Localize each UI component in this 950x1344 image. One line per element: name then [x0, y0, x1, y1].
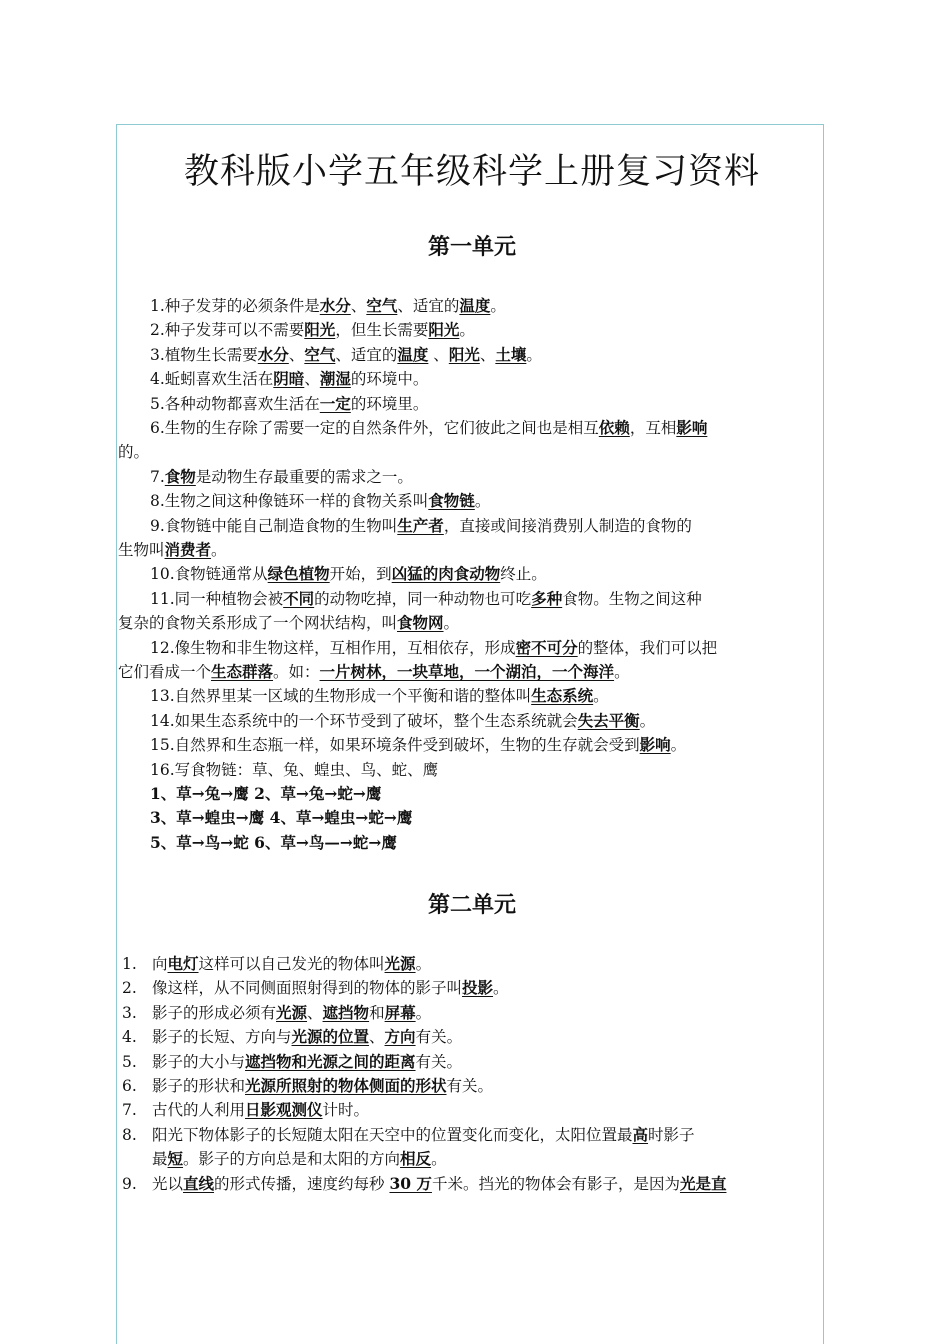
key-term: 30 万	[389, 1173, 432, 1193]
list-number: 3.	[122, 1003, 137, 1022]
list-item	[118, 1025, 828, 1049]
list-number: 4.	[122, 1028, 137, 1047]
list-item	[118, 489, 824, 513]
text-segment: 的形式传播，速度约每秒	[214, 1174, 390, 1193]
text-segment: 有关。	[446, 1077, 494, 1095]
list-item	[118, 611, 824, 635]
list-item	[118, 392, 824, 416]
key-term: 光源的位置	[291, 1027, 370, 1047]
text-segment: 计时。	[322, 1101, 370, 1120]
key-term: 水分	[257, 344, 289, 364]
key-term: 光源	[276, 1002, 308, 1022]
text-segment: 5、草→鸟→蛇 6、草→鸟—→蛇→鹰	[150, 832, 397, 852]
key-term: 遮挡物和光源之间的距离	[245, 1051, 416, 1071]
text-segment: 10.食物链通常从	[150, 565, 268, 584]
text-segment: 和	[369, 1003, 385, 1022]
key-term: 生产者	[397, 515, 444, 535]
key-term: 直线	[183, 1173, 215, 1193]
text-segment: 。	[490, 297, 506, 315]
text-segment: 。	[614, 663, 630, 681]
list-item	[118, 587, 824, 611]
text-segment: 有关。	[415, 1028, 463, 1047]
text-segment: 。	[639, 711, 656, 730]
text-segment: 16.写食物链：草、兔、蝗虫、鸟、蛇、鹰	[150, 760, 439, 779]
text-segment: 。影子的方向总是和太阳的方向	[183, 1150, 401, 1169]
key-term: 水分	[319, 296, 351, 315]
list-item	[118, 343, 824, 367]
list-item	[118, 1147, 828, 1171]
text-segment: 古代的人利用	[152, 1101, 246, 1120]
text-segment: 阳光下物体影子的长短随太阳在天空中的位置变化而变化，太阳位置最	[152, 1125, 633, 1144]
key-term: 阴暗	[273, 369, 305, 389]
text-segment: 、	[369, 1028, 385, 1047]
unit-2-title: 第二单元	[427, 893, 516, 918]
key-term: 高	[632, 1124, 649, 1144]
list-item	[118, 538, 824, 562]
text-segment: 13.自然界里某一区域的生物形成一个平衡和谐的整体叫	[150, 687, 532, 706]
list-item	[118, 440, 824, 464]
text-segment: 、	[288, 345, 305, 364]
text-segment: 3.植物生长需要	[150, 345, 258, 364]
key-term: 温度	[397, 344, 429, 364]
key-term: 相反	[400, 1149, 432, 1169]
list-number: 7.	[122, 1101, 137, 1120]
text-segment: 、	[428, 345, 449, 364]
list-number: 6.	[122, 1077, 137, 1095]
text-segment: 影子的形成必须有	[152, 1003, 277, 1022]
text-segment: 最	[152, 1150, 168, 1169]
text-segment: 它们看成一个	[118, 663, 212, 681]
text-segment: 时影子	[648, 1125, 695, 1144]
text-segment: 。	[474, 492, 491, 511]
text-segment: 。	[443, 614, 460, 633]
text-segment: 。	[415, 1003, 432, 1022]
list-item	[118, 976, 828, 1000]
unit-1-title: 第一单元	[427, 235, 516, 260]
key-term: 电灯	[167, 954, 199, 973]
list-number: 2.	[122, 979, 137, 998]
text-segment: 的环境里。	[350, 394, 429, 413]
key-term: 生态群落	[211, 662, 274, 681]
list-item	[118, 1123, 828, 1147]
key-term: 影响	[639, 735, 671, 755]
text-segment: 的动物吃掉，同一种动物也可吃	[314, 589, 532, 608]
key-term: 方向	[384, 1027, 416, 1047]
text-segment: 的环境中。	[350, 370, 429, 389]
text-segment: 15.自然界和生态瓶一样，如果环境条件受到破坏，生物的生存就会受到	[150, 736, 640, 755]
text-segment: 。	[493, 979, 509, 998]
text-segment: 、适宜的	[335, 345, 398, 364]
key-term: 一片树林，一块草地，一个湖泊，一个海洋	[319, 662, 615, 681]
key-term: 遮挡物	[322, 1002, 370, 1022]
key-term: 影响	[676, 418, 708, 437]
text-segment: 像这样，从不同侧面照射得到的物体的影子叫	[152, 979, 463, 998]
list-item	[118, 1098, 828, 1122]
list-item	[118, 660, 824, 684]
list-item	[118, 1074, 828, 1098]
text-segment: 开始，到	[329, 565, 392, 584]
key-term: 消费者	[164, 540, 212, 559]
key-term: 日影观测仪	[245, 1100, 323, 1120]
list-item	[118, 831, 824, 855]
key-term: 阳光	[304, 320, 336, 340]
text-segment: 影子的形状和	[152, 1077, 246, 1095]
key-term: 空气	[304, 344, 336, 364]
key-term: 一定	[319, 393, 351, 413]
text-segment: 。	[459, 321, 475, 340]
text-segment: 。	[526, 345, 542, 364]
key-term: 食物网	[397, 613, 444, 633]
key-term: 凶猛的肉食动物	[391, 564, 501, 584]
key-term: 失去平衡	[577, 710, 640, 730]
key-term: 密不可分	[515, 637, 578, 657]
text-segment: 。如：	[273, 663, 320, 681]
key-term: 多种	[531, 588, 563, 608]
key-term: 短	[167, 1149, 184, 1169]
text-segment: 3、草→蝗虫→鹰 4、草→蝗虫→蛇→鹰	[150, 808, 413, 828]
list-item	[118, 1001, 828, 1025]
key-term: 绿色植物	[267, 564, 330, 584]
text-segment: 。	[431, 1150, 447, 1169]
list-number: 1.	[122, 955, 137, 973]
text-segment: ，但生长需要	[335, 321, 429, 340]
list-item	[118, 416, 824, 440]
document-title: 教科版小学五年级科学上册复习资料	[183, 152, 760, 192]
list-item	[118, 367, 824, 391]
text-segment: 、	[304, 370, 320, 389]
text-segment: ，互相	[629, 419, 677, 437]
key-term: 阳光	[428, 320, 460, 340]
key-term: 依赖	[598, 418, 630, 437]
key-term: 食物	[164, 466, 196, 486]
text-segment: ，直接或间接消费别人制造的食物的	[443, 516, 692, 535]
list-item	[118, 318, 824, 342]
text-segment: 的。	[118, 443, 150, 462]
key-term: 光源所照射的物体侧面的形状	[245, 1076, 447, 1095]
key-term: 土壤	[495, 344, 527, 364]
key-term: 投影	[462, 978, 494, 998]
text-segment: 、	[479, 345, 496, 364]
text-segment: 1.种子发芽的必须条件是	[150, 297, 320, 315]
key-term: 生态系统	[531, 686, 594, 706]
key-term: 不同	[283, 588, 315, 608]
text-segment: 生物叫	[118, 541, 165, 559]
list-item	[118, 733, 824, 757]
text-segment: 12.像生物和非生物这样，互相作用，互相依存，形成	[150, 638, 516, 657]
text-segment: 光以	[152, 1174, 184, 1193]
key-term: 温度	[459, 296, 491, 315]
key-term: 食物链	[428, 491, 475, 511]
key-term: 空气	[366, 296, 398, 315]
text-segment: 影子的大小与	[152, 1052, 246, 1071]
list-item	[118, 758, 824, 782]
text-segment: 向	[152, 955, 168, 973]
text-segment: 。	[593, 687, 609, 706]
list-number: 5.	[122, 1052, 137, 1071]
list-item	[118, 782, 824, 806]
text-segment: 14.如果生态系统中的一个环节受到了破坏，整个生态系统就会	[150, 711, 578, 730]
key-term: 光源	[384, 954, 416, 973]
list-item	[118, 1050, 828, 1074]
text-segment: 是动物生存最重要的需求之一。	[195, 467, 413, 486]
text-segment: 的整体，我们可以把	[577, 638, 718, 657]
list-item	[118, 294, 824, 318]
text-segment: 有关。	[415, 1052, 463, 1071]
list-item	[118, 636, 824, 660]
text-segment: 6.生物的生存除了需要一定的自然条件外，它们彼此之间也是相互	[150, 419, 599, 437]
text-segment: 复杂的食物关系形成了一个网状结构，叫	[118, 614, 398, 633]
list-item	[118, 684, 824, 708]
text-segment: 。	[415, 955, 432, 973]
key-term: 光是直	[679, 1173, 727, 1193]
list-item	[118, 514, 824, 538]
text-segment: 千米。挡光的物体会有影子，是因为	[431, 1174, 680, 1193]
text-segment: 11.同一种植物会被	[150, 589, 284, 608]
text-segment: 2.种子发芽可以不需要	[150, 321, 305, 340]
text-segment: 7.	[150, 467, 165, 486]
text-segment: 、	[350, 297, 367, 315]
key-term: 屏幕	[384, 1002, 416, 1022]
list-item	[118, 562, 824, 586]
text-segment: 8.生物之间这种像链环一样的食物关系叫	[150, 492, 429, 511]
text-segment: 9.食物链中能自己制造食物的生物叫	[150, 516, 398, 535]
text-segment: 这样可以自己发光的物体叫	[198, 955, 385, 973]
list-item	[118, 1172, 828, 1196]
text-segment: 1、草→兔→鹰 2、草→兔→蛇→鹰	[150, 784, 382, 803]
text-segment: 。	[670, 736, 687, 755]
list-item	[118, 806, 824, 830]
list-item	[118, 709, 824, 733]
list-item	[118, 465, 824, 489]
text-segment: 、适宜的	[397, 297, 460, 315]
text-segment: 、	[307, 1003, 323, 1022]
text-segment: 食物。生物之间这种	[562, 589, 702, 608]
text-segment: 。	[211, 541, 227, 559]
list-number: 9.	[122, 1174, 137, 1193]
text-segment: 终止。	[500, 565, 547, 584]
text-segment: 5.各种动物都喜欢生活在	[150, 394, 320, 413]
list-item	[118, 952, 828, 976]
key-term: 阳光	[448, 344, 480, 364]
text-segment: 4.蚯蚓喜欢生活在	[150, 370, 274, 389]
text-segment: 影子的长短、方向与	[152, 1028, 292, 1047]
list-number: 8.	[122, 1125, 137, 1144]
key-term: 潮湿	[319, 369, 351, 389]
